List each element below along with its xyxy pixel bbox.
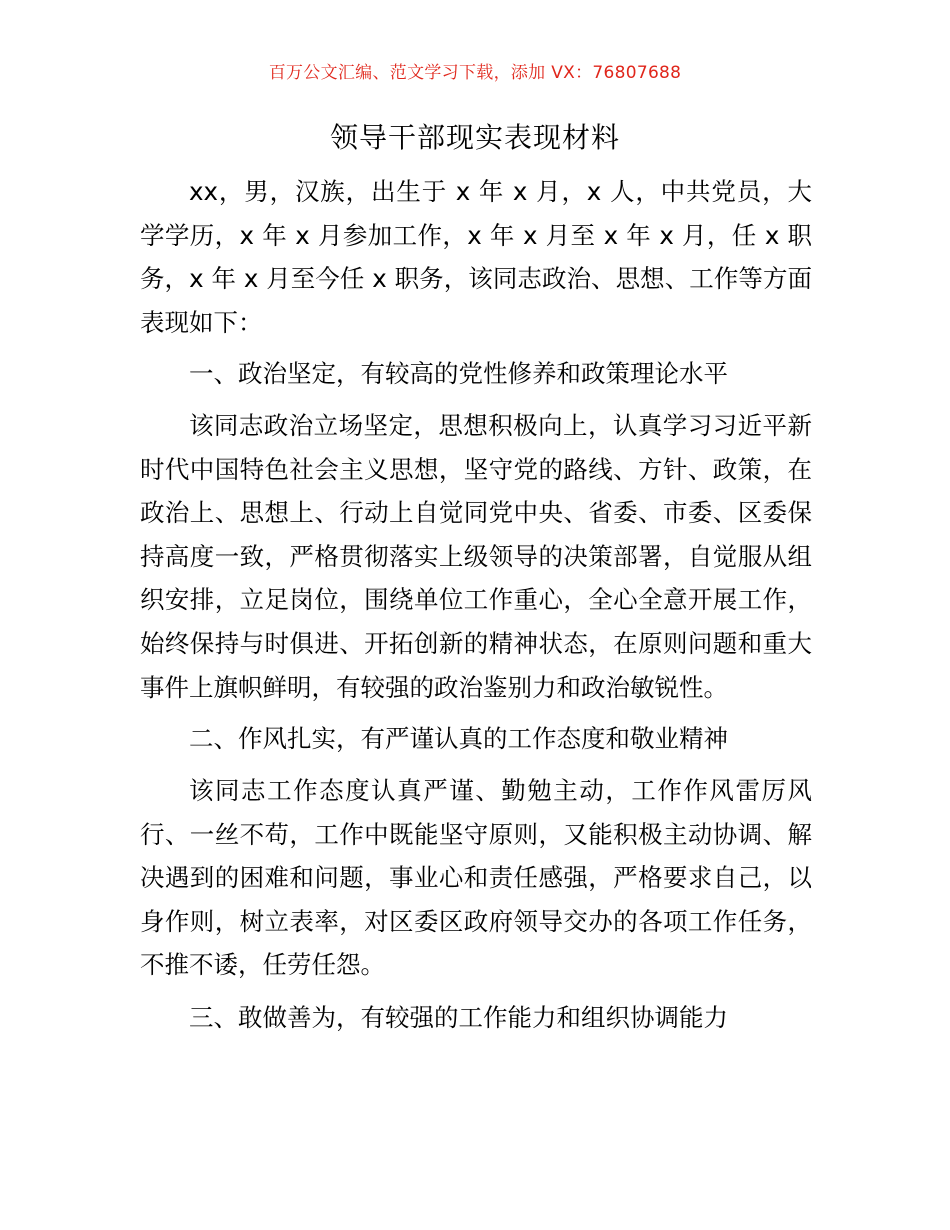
header-promo-note: 百万公文汇编、范文学习下载，添加 VX：76807688 [268,63,682,83]
page-title: 领导干部现实表现材料 [329,121,620,154]
section-body-1: 该同志政治立场坚定，思想积极向上，认真学习习近平新时代中国特色社会主义思想，坚守党的路线、方针、政策，在政治上、思想上、行动上自觉同党中央、省委、市委、区委保持高度一致，严格贯彻落实上级领导的决策部署，自觉服从组织安排，立足岗位，围绕单位工作重心，全心全意开展工作，始终保持与时俱进、开拓创新的精神状态，在原则问题和重大事件上旗帜鲜明，有较强的政治鉴别力和政治敏锐性。 [140,411,812,702]
section-heading-3: 三、敢做善为，有较强的工作能力和组织协调能力 [189,1003,728,1032]
section-body-2: 该同志工作态度认真严谨、勤勉主动，工作作风雷厉风行、一丝不苟，工作中既能坚守原则，又能积极主动协调、解决遇到的困难和问题，事业心和责任感强，严格要求自己，以身作则，树立表率，对区委区政府领导交办的各项工作任务，不推不诿，任劳任怨。 [140,776,812,980]
section-heading-2: 二、作风扎实，有严谨认真的工作态度和敬业精神 [189,724,728,753]
section-heading-1: 一、政治坚定，有较高的党性修养和政策理论水平 [189,359,728,388]
intro-paragraph: xx，男，汉族，出生于 x 年 x 月，x 人，中共党员，大学学历，x 年 x 月参加工作，x 年 x 月至 x 年 x 月，任 x 职务，x 年 x 月至今任 x 职务，该同志政治、思想、工作等方面表现如下： [140,177,812,337]
